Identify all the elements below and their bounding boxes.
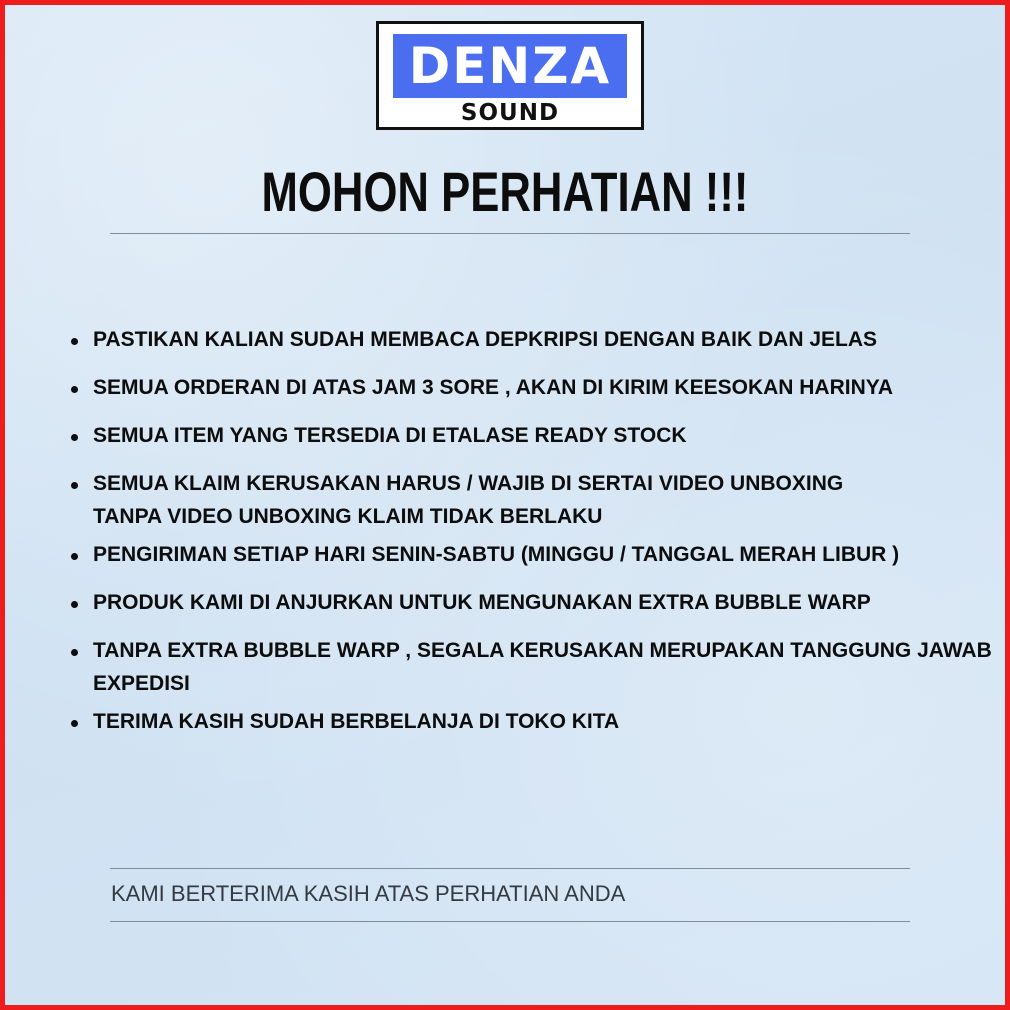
bullet-icon (71, 720, 78, 727)
list-item-text: TERIMA KASIH SUDAH BERBELANJA DI TOKO KITA (93, 710, 620, 733)
bullet-icon (71, 434, 78, 441)
bullet-icon (71, 553, 78, 560)
divider-footer-top (110, 868, 910, 869)
list-item-text: PENGIRIMAN SETIAP HARI SENIN-SABTU (MINGGU / TANGGAL MERAH LIBUR ) (93, 543, 900, 566)
divider-top (110, 233, 910, 234)
bullet-icon (71, 482, 78, 489)
bullet-icon (71, 649, 78, 656)
divider-footer-bottom (110, 921, 910, 922)
bullet-icon (71, 601, 78, 608)
bullet-icon (71, 338, 78, 345)
list-item (68, 586, 1010, 619)
list-item (68, 419, 1010, 452)
list-item (68, 323, 1010, 356)
logo-sub-text: SOUND (460, 100, 560, 126)
footer-message: KAMI BERTERIMA KASIH ATAS PERHATIAN ANDA (111, 881, 626, 906)
list-item-text: SEMUA KLAIM KERUSAKAN HARUS / WAJIB DI SERTAI VIDEO UNBOXING (93, 472, 844, 495)
bullet-icon (71, 386, 78, 393)
list-item (68, 705, 1010, 738)
list-item (68, 467, 1010, 533)
list-item (68, 538, 1010, 571)
list-item-text: PASTIKAN KALIAN SUDAH MEMBACA DEPKRIPSI DENGAN BAIK DAN JELAS (93, 328, 878, 351)
list-item (68, 371, 1010, 404)
logo-brand-text: DENZA (393, 34, 627, 98)
brand-logo (376, 21, 644, 130)
list-item-text-continued: TANPA VIDEO UNBOXING KLAIM TIDAK BERLAKU (93, 505, 603, 528)
list-item-text: PRODUK KAMI DI ANJURKAN UNTUK MENGUNAKAN EXTRA BUBBLE WARP (93, 591, 871, 614)
list-item-text: SEMUA ORDERAN DI ATAS JAM 3 SORE , AKAN DI KIRIM KEESOKAN HARINYA (93, 376, 894, 399)
list-item-text: TANPA EXTRA BUBBLE WARP , SEGALA KERUSAKAN MERUPAKAN TANGGUNG JAWAB (93, 639, 992, 662)
list-item-text-continued: EXPEDISI (93, 672, 190, 695)
list-item (68, 634, 1010, 700)
list-item-text: SEMUA ITEM YANG TERSEDIA DI ETALASE READY STOCK (93, 424, 687, 447)
notice-list (68, 323, 1010, 753)
page-title: MOHON PERHATIAN !!! (261, 160, 749, 223)
